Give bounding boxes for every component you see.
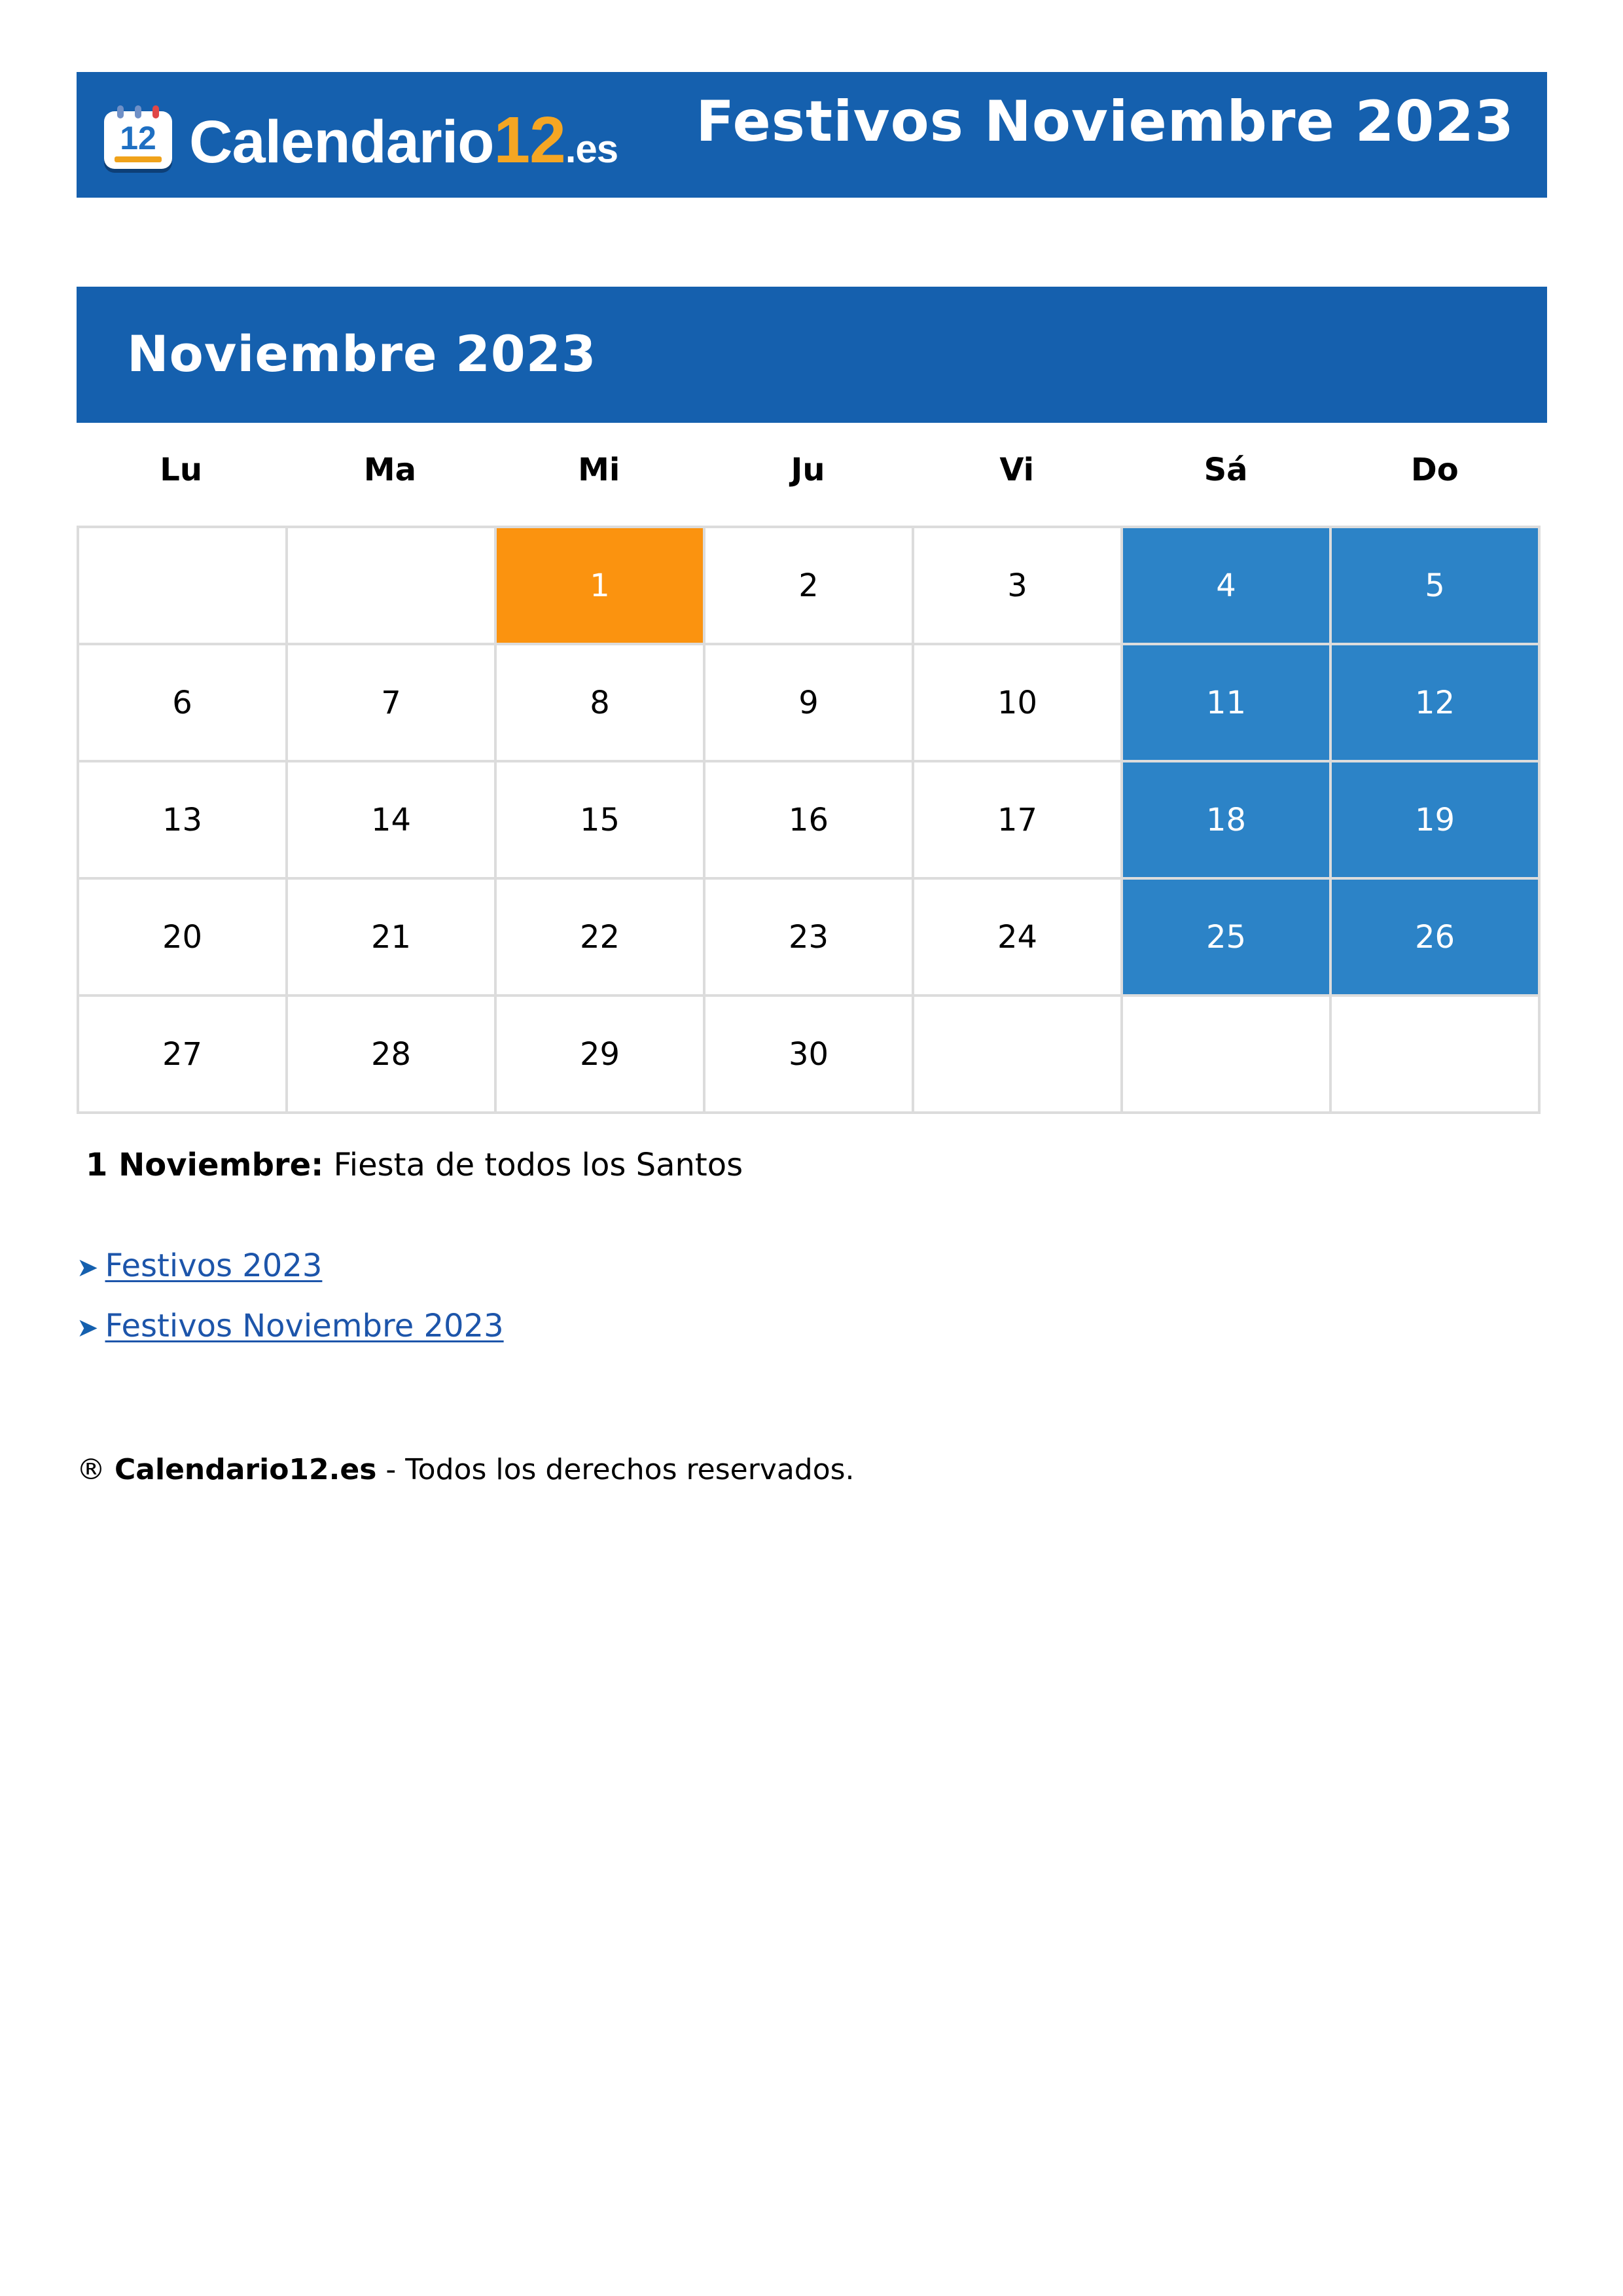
calendar-day-weekend: 11 [1123, 645, 1332, 762]
calendar-day: 10 [914, 645, 1123, 762]
calendar-day: 30 [705, 997, 914, 1114]
calendar-day: 21 [288, 880, 497, 997]
calendar-day-weekend: 4 [1123, 528, 1332, 645]
calendar-day: 13 [79, 762, 288, 880]
calendar-day: 22 [497, 880, 705, 997]
weekday-header-row [77, 452, 1539, 488]
logo-brand-number: 12 [493, 103, 565, 177]
month-title: Noviembre 2023 [127, 325, 597, 383]
month-header [77, 287, 1547, 423]
calendar-day: 24 [914, 880, 1123, 997]
calendar-day-weekend: 18 [1123, 762, 1332, 880]
page-header [77, 72, 1547, 198]
weekday-label: Mi [578, 452, 620, 488]
arrow-right-icon: ➤ [77, 1313, 99, 1343]
calendar-day: 16 [705, 762, 914, 880]
calendar-day-holiday: 1 [497, 528, 705, 645]
holiday-name: Fiesta de todos los Santos [333, 1147, 743, 1183]
calendar-day-weekend: 12 [1332, 645, 1541, 762]
calendar-day: 28 [288, 997, 497, 1114]
calendar-day: 6 [79, 645, 288, 762]
arrow-right-icon: ➤ [77, 1253, 99, 1283]
link-festivos-noviembre-2023[interactable]: Festivos Noviembre 2023 [105, 1308, 504, 1344]
calendar-day: 9 [705, 645, 914, 762]
weekday-label: Ju [791, 452, 825, 488]
calendar-day: 8 [497, 645, 705, 762]
footer [77, 1453, 855, 1486]
link-item [77, 1308, 504, 1368]
calendar-day: 3 [914, 528, 1123, 645]
weekday-label: Vi [999, 452, 1035, 488]
calendar-day-weekend: 25 [1123, 880, 1332, 997]
calendar-day-weekend: 26 [1332, 880, 1541, 997]
logo-brand-main: Calendario [189, 109, 494, 175]
footer-text: - Todos los derechos reservados. [385, 1453, 855, 1486]
weekday-label: Do [1410, 452, 1459, 488]
link-festivos-2023[interactable]: Festivos 2023 [105, 1247, 323, 1284]
calendar-grid [77, 526, 1541, 1114]
calendar-icon-number: 12 [120, 120, 156, 156]
calendar-day: 20 [79, 880, 288, 997]
weekday-label: Lu [160, 452, 203, 488]
logo-brand-tld: .es [565, 127, 618, 171]
related-links [77, 1247, 504, 1368]
page-title: Festivos Noviembre 2023 [696, 89, 1514, 154]
weekday-label: Sá [1204, 452, 1248, 488]
calendar-day: 27 [79, 997, 288, 1114]
link-item [77, 1247, 504, 1308]
calendar-day: 14 [288, 762, 497, 880]
calendar-day: 17 [914, 762, 1123, 880]
logo-wordmark [189, 103, 618, 177]
calendar-day: 29 [497, 997, 705, 1114]
calendar-icon [104, 111, 172, 169]
calendar-day-empty [79, 528, 288, 645]
calendar-day: 23 [705, 880, 914, 997]
calendar-day-empty [1332, 997, 1541, 1114]
weekday-label: Ma [363, 452, 416, 488]
calendar-day-weekend: 19 [1332, 762, 1541, 880]
calendar-day-empty [288, 528, 497, 645]
site-logo[interactable] [104, 103, 618, 177]
calendar-day: 15 [497, 762, 705, 880]
holiday-date: 1 Noviembre: [86, 1147, 324, 1183]
calendar-day: 2 [705, 528, 914, 645]
calendar-day: 7 [288, 645, 497, 762]
holiday-note [86, 1147, 743, 1183]
registered-icon: ® [77, 1453, 105, 1486]
calendar-day-empty [914, 997, 1123, 1114]
calendar-day-weekend: 5 [1332, 528, 1541, 645]
calendar-day-empty [1123, 997, 1332, 1114]
footer-brand: Calendario12.es [115, 1453, 377, 1486]
